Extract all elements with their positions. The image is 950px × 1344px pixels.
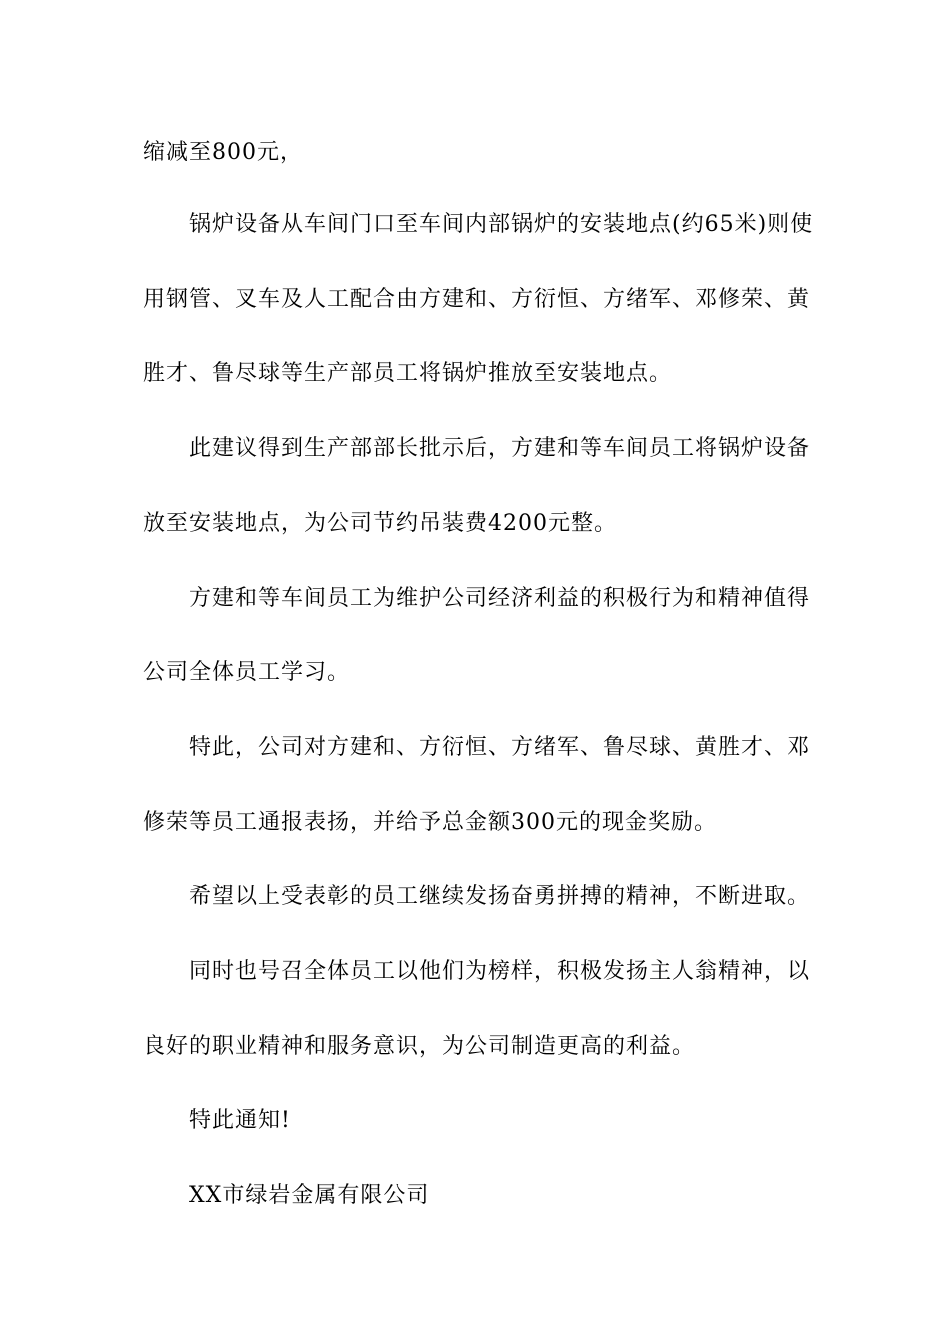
text-line: 胜才、鲁尽球等生产部员工将锅炉推放至安装地点。	[143, 361, 673, 386]
text-line: 放至安装地点，为公司节约吊装费4200元整。	[143, 511, 617, 536]
paragraph-start-line: 特此，公司对方建和、方衍恒、方绪军、鲁尽球、黄胜才、邓	[189, 735, 811, 760]
paragraph-start-line: 锅炉设备从车间门口至车间内部锅炉的安装地点(约65米)则使	[189, 212, 814, 237]
text-line: 良好的职业精神和服务意识，为公司制造更高的利益。	[143, 1034, 696, 1059]
paragraph-start-line: 此建议得到生产部部长批示后，方建和等车间员工将锅炉设备	[189, 436, 811, 461]
text-line: 公司全体员工学习。	[143, 660, 351, 685]
text-line: 用钢管、叉车及人工配合由方建和、方衍恒、方绪军、邓修荣、黄	[143, 287, 811, 312]
text-line: 缩减至800元，	[143, 140, 303, 165]
text-line: 修荣等员工通报表扬，并给予总金额300元的现金奖励。	[143, 810, 717, 835]
paragraph-start-line: 方建和等车间员工为维护公司经济利益的积极行为和精神值得	[189, 586, 811, 611]
closing-notice: 特此通知!	[189, 1108, 291, 1133]
company-signature: XX市绿岩金属有限公司	[189, 1183, 430, 1208]
paragraph-start-line: 同时也号召全体员工以他们为榜样，积极发扬主人翁精神，以	[189, 959, 811, 984]
paragraph-start-line: 希望以上受表彰的员工继续发扬奋勇拼搏的精神，不断进取。	[189, 884, 811, 909]
